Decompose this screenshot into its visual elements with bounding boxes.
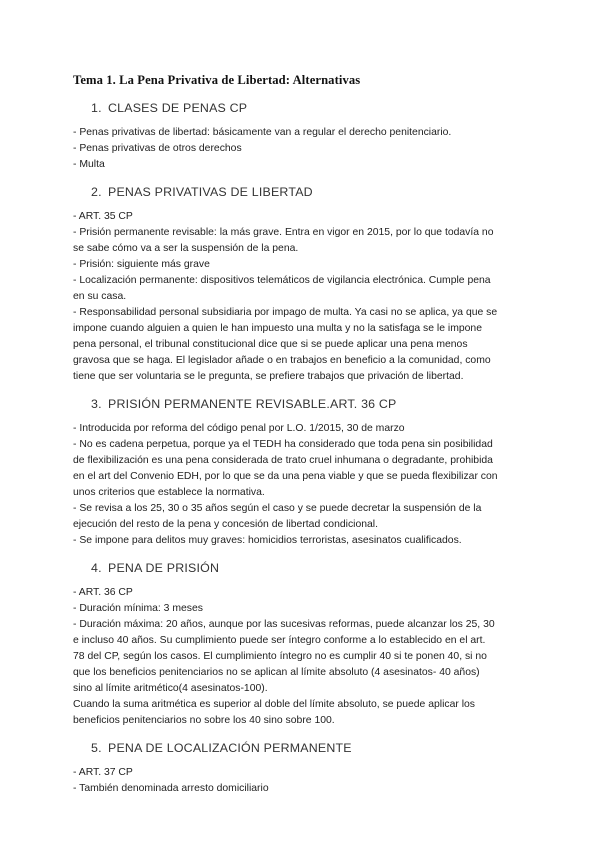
document-page — [73, 72, 533, 808]
section-body — [73, 421, 533, 549]
text-line: - Prisión: siguiente más grave — [73, 259, 210, 270]
text-line: 78 del CP, según los casos. El cumplimiento íntegro no es cumplir 40 si te ponen 40, si no — [73, 651, 487, 662]
text-line: unos criterios que establece la normativa. — [73, 487, 265, 498]
text-line: Cuando la suma aritmética es superior al doble del límite absoluto, se puede aplicar los — [73, 699, 475, 710]
text-line: - ART. 36 CP — [73, 587, 133, 598]
text-line: - Duración máxima: 20 años, aunque por las sucesivas reformas, puede alcanzar los 25, 30 — [73, 619, 495, 630]
text-line: - Penas privativas de otros derechos — [73, 143, 242, 154]
section-heading — [91, 740, 533, 756]
text-line: - Penas privativas de libertad: básicamente van a regular el derecho penitenciario. — [73, 127, 452, 138]
text-line: - Se impone para delitos muy graves: homicidios terroristas, asesinatos cualificados. — [73, 535, 462, 546]
text-line: - Prisión permanente revisable: la más grave. Entra en vigor en 2015, por lo que todavía no — [73, 227, 494, 238]
text-line: - Se revisa a los 25, 30 o 35 años según el caso y se puede decretar la suspensión de la — [73, 503, 482, 514]
text-line: sino al límite aritmético(4 asesinatos-100). — [73, 683, 268, 694]
text-line: - Localización permanente: dispositivos telemáticos de vigilancia electrónica. Cumple pena — [73, 275, 491, 286]
section-number: 5. — [91, 741, 102, 755]
section-number: 1. — [91, 101, 102, 115]
section-heading-text: PENA DE PRISIÓN — [108, 561, 220, 575]
section-body — [73, 125, 533, 173]
text-line: se sabe cómo va a ser la suspensión de la pena. — [73, 243, 299, 254]
section-body — [73, 585, 533, 729]
section-heading-text: CLASES DE PENAS CP — [108, 101, 248, 115]
text-line: - También denominada arresto domiciliario — [73, 783, 269, 794]
document-title: Tema 1. La Pena Privativa de Libertad: Alternativas — [73, 73, 361, 87]
section-heading — [91, 396, 533, 412]
text-line: - Multa — [73, 159, 105, 170]
text-line: que los beneficios penitenciarios no se aplican al límite absoluto (4 asesinatos- 40 años) — [73, 667, 480, 678]
section-heading-text: PRISIÓN PERMANENTE REVISABLE.ART. 36 CP — [108, 397, 397, 411]
section-heading-text: PENAS PRIVATIVAS DE LIBERTAD — [108, 185, 313, 199]
section-heading-text: PENA DE LOCALIZACIÓN PERMANENTE — [108, 741, 352, 755]
text-line: gravosa que se haga. El legislador añade o en trabajos en beneficio a la comunidad, como — [73, 355, 491, 366]
text-line: - Responsabilidad personal subsidiaria por impago de multa. Ya casi no se aplica, ya que se — [73, 307, 498, 318]
section-number: 3. — [91, 397, 102, 411]
text-line: impone cuando alguien a quien le han impuesto una multa y no la satisfaga se le impone — [73, 323, 482, 334]
text-line: tiene que ser voluntaria se le pregunta, se prefiere trabajos que privación de libertad. — [73, 371, 464, 382]
section-number: 4. — [91, 561, 102, 575]
text-line: en el art del Convenio EDH, por lo que se da una pena viable y que se pueda flexibilizar con — [73, 471, 498, 482]
section-heading — [91, 184, 533, 200]
text-line: - ART. 35 CP — [73, 211, 133, 222]
text-line: ejecución del resto de la pena y concesión de libertad condicional. — [73, 519, 378, 530]
text-line: pena personal, el tribunal constitucional dice que si se puede aplicar una pena menos — [73, 339, 468, 350]
text-line: e incluso 40 años. Su cumplimiento puede ser íntegro conforme a lo establecido en el art. — [73, 635, 486, 646]
section-heading — [91, 100, 533, 116]
text-line: en su casa. — [73, 291, 127, 302]
text-line: - ART. 37 CP — [73, 767, 133, 778]
section-body — [73, 209, 533, 385]
text-line: - Introducida por reforma del código penal por L.O. 1/2015, 30 de marzo — [73, 423, 405, 434]
section-number: 2. — [91, 185, 102, 199]
text-line: - Duración mínima: 3 meses — [73, 603, 203, 614]
text-line: de flexibilización es una pena considerada de trato cruel inhumana o degradante, prohibida — [73, 455, 493, 466]
text-line: beneficios penitenciarios no sobre los 40 sino sobre 100. — [73, 715, 335, 726]
section-heading — [91, 560, 533, 576]
section-body — [73, 765, 533, 797]
text-line: - No es cadena perpetua, porque ya el TEDH ha considerado que toda pena sin posibilidad — [73, 439, 493, 450]
